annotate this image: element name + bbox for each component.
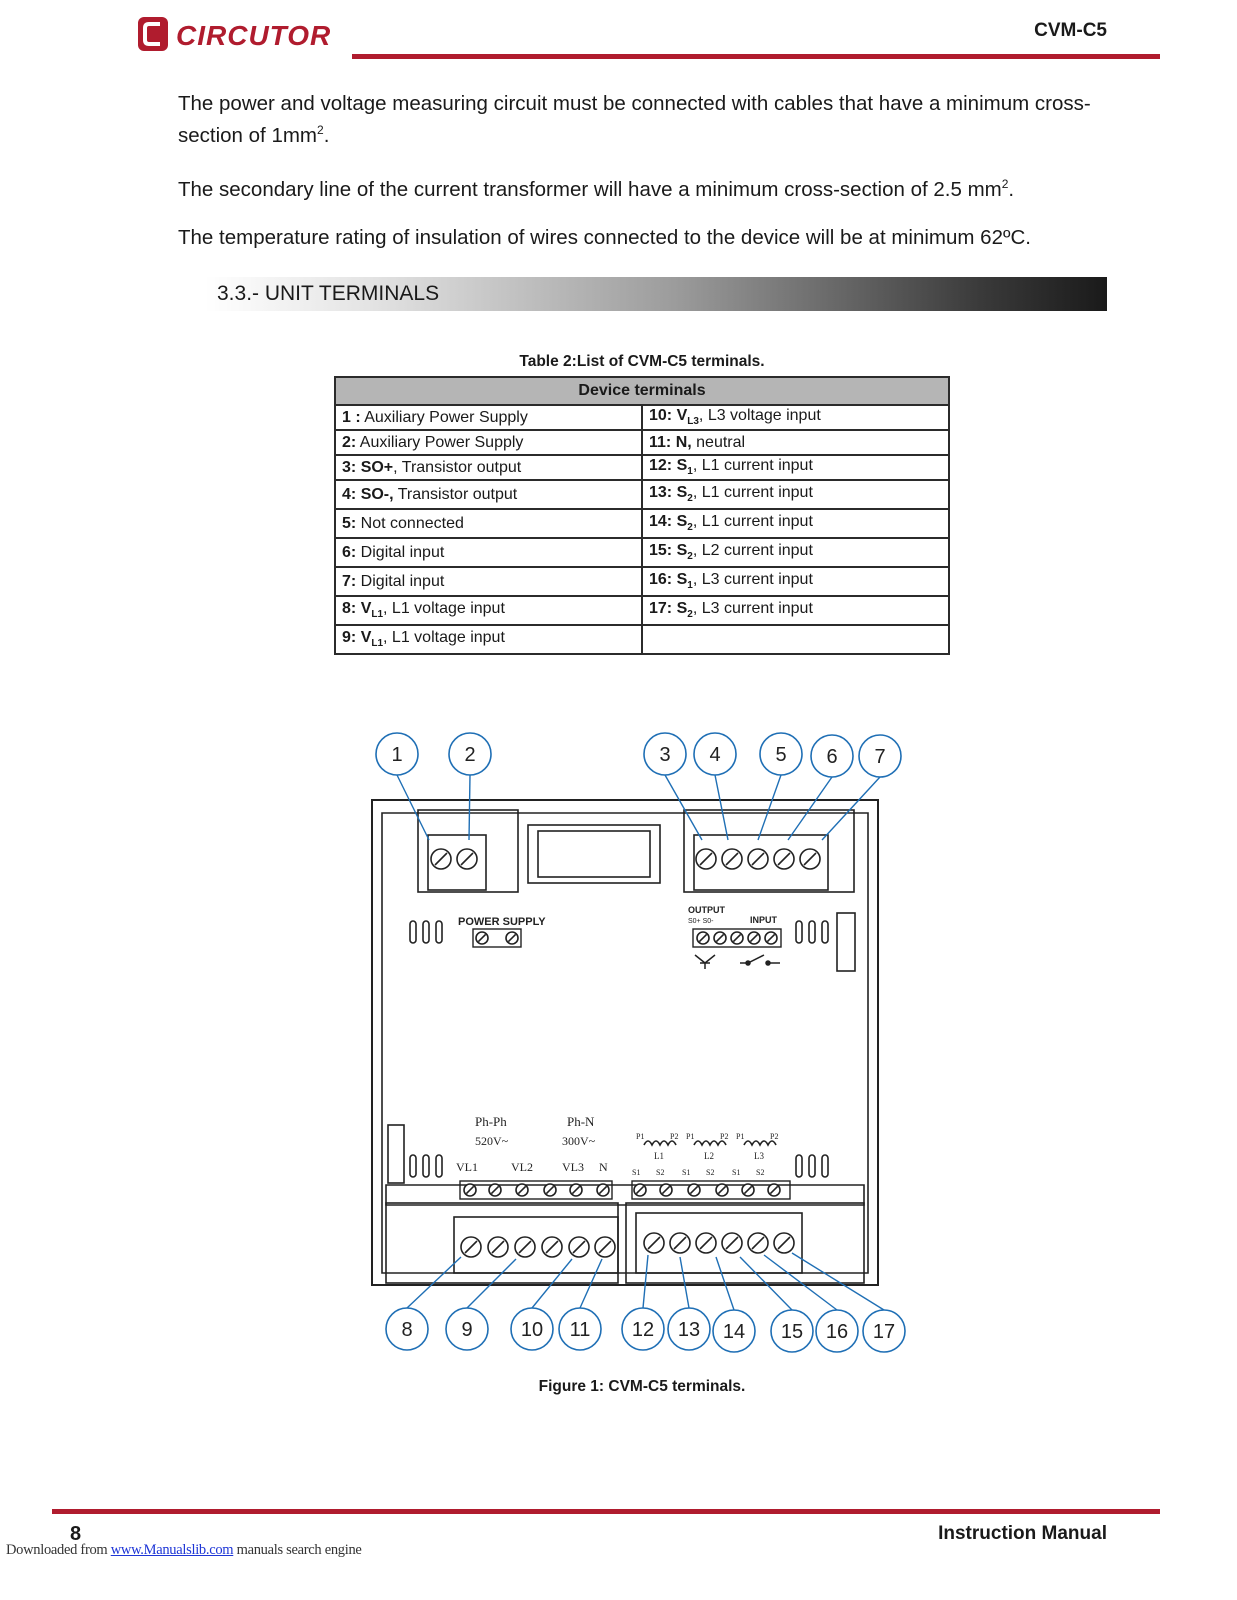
voltage-terminal-label: N bbox=[599, 1160, 608, 1174]
terminal-cell-left: 3: SO+, Transistor output bbox=[335, 455, 642, 480]
ct-secondary-label: S2 bbox=[656, 1168, 665, 1177]
header-rule bbox=[352, 54, 1160, 59]
paragraph-temperature-rating: The temperature rating of insulation of wires connected to the device will be at minimum 62ºC. bbox=[178, 226, 1031, 249]
terminal-cell-left: 7: Digital input bbox=[335, 567, 642, 596]
ct-line-label: L1 bbox=[654, 1151, 664, 1161]
callout-number: 2 bbox=[464, 744, 476, 766]
terminal-diagram bbox=[340, 725, 920, 1365]
voltage-terminal-labels bbox=[456, 1160, 608, 1174]
terminal-cell-right bbox=[642, 625, 949, 654]
terminal-cell-right: 14: $S_2$, L1 current input bbox=[642, 509, 949, 538]
input-label: INPUT bbox=[750, 915, 777, 925]
circutor-logo bbox=[136, 14, 346, 54]
voltage-terminal-label: VL3 bbox=[562, 1160, 584, 1174]
power-supply-label: POWER SUPPLY bbox=[458, 916, 546, 928]
terminal-cell-left: 9: $V_{L1}$, L1 voltage input bbox=[335, 625, 642, 654]
output-input-symbols bbox=[695, 955, 780, 969]
terminal-cell-left: 1 : Auxiliary Power Supply bbox=[335, 405, 642, 430]
callout-number: 6 bbox=[826, 746, 838, 768]
table-row bbox=[335, 567, 949, 596]
footer-title: Instruction Manual bbox=[938, 1523, 1107, 1544]
current-transformer-labels bbox=[632, 1132, 778, 1177]
callout-number: 16 bbox=[825, 1321, 849, 1343]
callout-leader bbox=[792, 1253, 884, 1310]
ph-n-label: Ph-N bbox=[567, 1114, 595, 1129]
terminal-cell-right: 12: $S_1$, L1 current input bbox=[642, 455, 949, 480]
ct-line-label: L3 bbox=[754, 1151, 764, 1161]
brand-name: CIRCUTOR bbox=[176, 20, 332, 51]
voltage-terminal-label: VL2 bbox=[511, 1160, 533, 1174]
terminal-cell-right: 10: $V_{L3}$, L3 voltage input bbox=[642, 405, 949, 430]
table-row bbox=[335, 509, 949, 538]
table-row bbox=[335, 480, 949, 509]
callout-number: 1 bbox=[391, 744, 403, 766]
vent-slot bbox=[410, 1155, 416, 1177]
callout-number: 8 bbox=[401, 1319, 413, 1341]
terminal-cell-left: 6: Digital input bbox=[335, 538, 642, 567]
table-row bbox=[335, 625, 949, 654]
paragraph-cable-cross-section: The power and voltage measuring circuit must be connected with cables that have a minimum cross-section of $1mm^2$. bbox=[178, 92, 1091, 147]
callout-leader bbox=[469, 775, 470, 840]
terminal-cell-right: 15: $S_2$, L2 current input bbox=[642, 538, 949, 567]
vent-slot bbox=[809, 1155, 815, 1177]
figure-caption: Figure 1: CVM-C5 terminals. bbox=[538, 1378, 746, 1395]
callout-number: 5 bbox=[775, 744, 787, 766]
ct-primary-label: P1 bbox=[736, 1132, 745, 1141]
table-row bbox=[335, 405, 949, 430]
ct-coil bbox=[694, 1141, 726, 1145]
terminal-cell-left: 8: $V_{L1}$, L1 voltage input bbox=[335, 596, 642, 625]
terminal-cell-right: 11: N, neutral bbox=[642, 430, 949, 455]
vent-slot bbox=[436, 1155, 442, 1177]
vent-slot bbox=[436, 921, 442, 943]
ct-primary-label: P1 bbox=[636, 1132, 645, 1141]
vent-slot bbox=[423, 1155, 429, 1177]
vent-slots bbox=[410, 921, 828, 1177]
ct-primary-label: P2 bbox=[670, 1132, 679, 1141]
voltage-terminal-block bbox=[460, 1181, 612, 1199]
ct-coil bbox=[644, 1141, 676, 1145]
current-terminal-block bbox=[632, 1181, 790, 1199]
ct-primary-label: P1 bbox=[686, 1132, 695, 1141]
table-header: Device terminals bbox=[335, 377, 949, 405]
table-caption: Table 2:List of CVM-C5 terminals. bbox=[519, 353, 765, 370]
ct-secondary-label: S1 bbox=[632, 1168, 641, 1177]
paragraph-transformer-secondary: The secondary line of the current transformer will have a minimum cross-section of 2.5 $mm^2$. bbox=[178, 177, 1015, 201]
terminals-table bbox=[334, 376, 950, 655]
callout-leader bbox=[822, 777, 880, 840]
page-number: 8 bbox=[70, 1523, 82, 1545]
callout-number: 4 bbox=[709, 744, 721, 766]
ph-n-voltage: 300V~ bbox=[562, 1134, 596, 1148]
vent-slot bbox=[822, 1155, 828, 1177]
terminal-cell-left: 2: Auxiliary Power Supply bbox=[335, 430, 642, 455]
callout-number: 17 bbox=[872, 1321, 896, 1343]
vent-slot bbox=[796, 921, 802, 943]
footer-rule bbox=[52, 1509, 1160, 1514]
vent-slot bbox=[410, 921, 416, 943]
ct-secondary-label: S2 bbox=[706, 1168, 715, 1177]
terminal-screws bbox=[431, 849, 820, 1257]
table-row bbox=[335, 455, 949, 480]
output-sub-label: S0+ S0- bbox=[688, 918, 714, 925]
terminal-cell-left: 4: SO-, Transistor output bbox=[335, 480, 642, 509]
callout-number: 7 bbox=[874, 746, 886, 768]
callout-leader bbox=[758, 775, 781, 840]
callout-number: 14 bbox=[722, 1321, 746, 1343]
callout-number: 10 bbox=[520, 1319, 544, 1341]
ph-ph-voltage: 520V~ bbox=[475, 1134, 509, 1148]
ct-line-label: L2 bbox=[704, 1151, 714, 1161]
callout-number: 15 bbox=[780, 1321, 804, 1343]
callout-leader bbox=[397, 775, 429, 840]
output-label: OUTPUT bbox=[688, 905, 725, 915]
terminal-cell-right: 16: $S_1$, L3 current input bbox=[642, 567, 949, 596]
callout-number: 13 bbox=[677, 1319, 701, 1341]
ph-ph-label: Ph-Ph bbox=[475, 1114, 507, 1129]
ct-coil bbox=[744, 1141, 776, 1145]
callout-number: 12 bbox=[631, 1319, 655, 1341]
vent-slot bbox=[796, 1155, 802, 1177]
manualslib-link[interactable]: www.Manualslib.com bbox=[110, 1542, 234, 1558]
ct-primary-label: P2 bbox=[720, 1132, 729, 1141]
table-row bbox=[335, 538, 949, 567]
voltage-terminal-label: VL1 bbox=[456, 1160, 478, 1174]
callout-number: 3 bbox=[659, 744, 671, 766]
section-title: 3.3.- UNIT TERMINALS bbox=[217, 282, 440, 305]
table-row bbox=[335, 430, 949, 455]
ct-secondary-label: S2 bbox=[756, 1168, 765, 1177]
callout-number: 11 bbox=[569, 1319, 591, 1341]
vent-slot bbox=[822, 921, 828, 943]
ct-primary-label: P2 bbox=[770, 1132, 779, 1141]
terminal-cell-left: 5: Not connected bbox=[335, 509, 642, 538]
callout-number: 9 bbox=[461, 1319, 473, 1341]
terminal-cell-right: 13: $S_2$, L1 current input bbox=[642, 480, 949, 509]
vent-slot bbox=[809, 921, 815, 943]
callout-leader bbox=[788, 777, 832, 840]
callout-leader bbox=[715, 775, 728, 840]
callouts bbox=[376, 733, 905, 1352]
table-row bbox=[335, 596, 949, 625]
callout-leader bbox=[643, 1255, 648, 1308]
vent-slot bbox=[423, 921, 429, 943]
ct-secondary-label: S1 bbox=[732, 1168, 741, 1177]
document-code: CVM-C5 bbox=[1034, 20, 1107, 41]
ct-secondary-label: S1 bbox=[682, 1168, 691, 1177]
device-rear-view bbox=[372, 800, 878, 1285]
download-note: Downloaded from www.Manualslib.com manuals search engine bbox=[6, 1542, 362, 1558]
terminal-cell-right: 17: $S_2$, L3 current input bbox=[642, 596, 949, 625]
